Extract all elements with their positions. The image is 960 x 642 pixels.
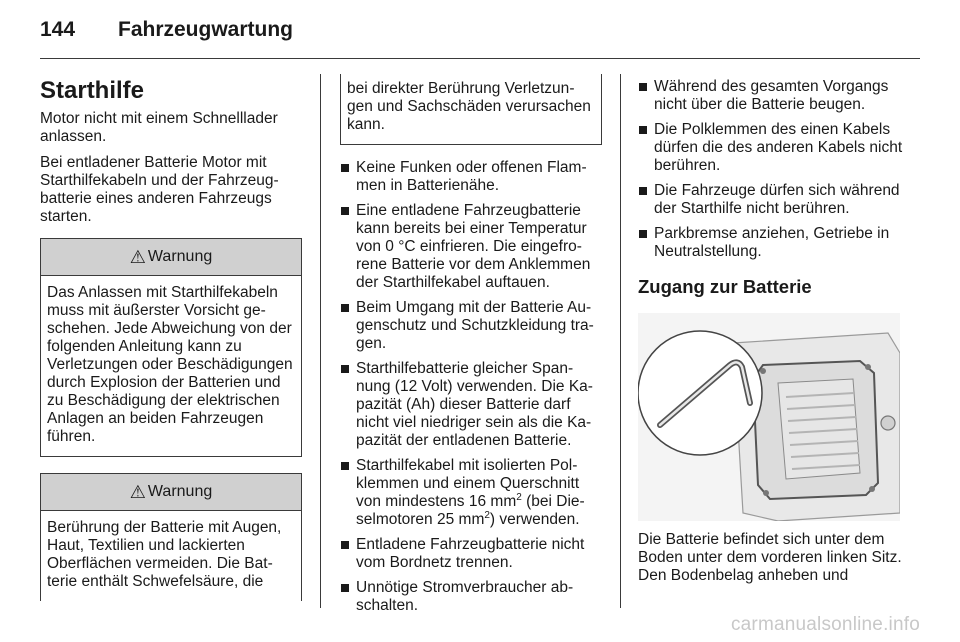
warning-box-2	[40, 473, 302, 601]
page-heading: Starthilfe	[40, 77, 145, 104]
warning-triangle-icon: ⚠	[129, 247, 146, 267]
subheading-battery-access: Zugang zur Batterie	[638, 276, 812, 297]
warning-header	[41, 474, 301, 511]
list-item: Beim Umgang mit der Batterie Augenschutz und Schutzkleidung tragen.	[340, 299, 602, 353]
column-divider-left	[320, 74, 321, 608]
section-title: Fahrzeugwartung	[118, 18, 294, 41]
list-item: Keine Funken oder offenen Flammen in Batterienähe.	[340, 159, 602, 195]
list-item: Entladene Fahrzeugbatterie nicht vom Bordnetz trennen.	[340, 536, 602, 572]
list-item: Die Polklemmen des einen Kabels dürfen die des anderen Kabels nicht berühren.	[638, 121, 904, 175]
list-item: Eine entladene Fahrzeugbatterie kann bereits bei einer Temperatur von 0 °C einfrieren. Die eingefrorene Batterie vor dem Anklemmen der Starthilfekabel auftauen.	[340, 202, 602, 292]
safety-bullet-list	[340, 159, 602, 615]
battery-access-illustration	[638, 313, 900, 521]
warning-title: Warnung	[147, 483, 213, 500]
list-item: Unnötige Stromverbraucher abschalten.	[340, 579, 602, 615]
warning-text: Berührung der Batterie mit Augen, Haut, Textilien und lackierten Oberflächen vermeiden. Die Batterie enthält Schwefelsäure, die	[47, 519, 282, 590]
column-2	[340, 74, 602, 622]
cable-spec-text: ) verwenden.	[489, 511, 580, 528]
list-item	[340, 457, 602, 529]
superscript: 2	[484, 509, 490, 521]
cable-spec-text: Starthilfekabel mit isolierten Polklemmen und einem Querschnitt von mindestens 16 mm	[356, 457, 580, 510]
warning-text-continued: bei direkter Berührung Verletzungen und Sachschäden verursachen kann.	[347, 80, 591, 133]
list-item: Starthilfebatterie gleicher Spannung (12 Volt) verwenden. Die Kapazität (Ah) dieser Batterie darf nicht viel niedriger sein als die Kapazität der entladenen Batterie.	[340, 360, 602, 450]
battery-compartment-drawing	[638, 313, 900, 521]
battery-location-text: Die Batterie befindet sich unter dem Boden unter dem vorderen linken Sitz. Den Bodenbelag anheben und	[638, 531, 902, 584]
safety-bullet-list-continued	[638, 78, 904, 261]
page-number: 144	[40, 18, 76, 41]
intro-paragraph-2: Bei entladener Batterie Motor mit Starthilfekabeln und der Fahrzeugbatterie eines anderen Fahrzeugs starten.	[40, 154, 279, 225]
header-divider	[40, 58, 920, 59]
list-item: Während des gesamten Vorgangs nicht über die Batterie beugen.	[638, 78, 904, 114]
page-header	[40, 18, 920, 48]
intro-paragraph-1: Motor nicht mit einem Schnelllader anlassen.	[40, 110, 278, 145]
column-divider-right	[620, 74, 621, 608]
cable-spec-text: (bei Dieselmotoren 25 mm	[356, 493, 585, 528]
warning-box-2-continued	[340, 74, 602, 145]
list-item: Parkbremse anziehen, Getriebe in Neutralstellung.	[638, 225, 904, 261]
warning-title: Warnung	[147, 248, 213, 265]
warning-text: Das Anlassen mit Starthilfekabeln muss mit äußerster Vorsicht geschehen. Jede Abweichung von der folgenden Anleitung kann zu Verletzungen oder Beschädigungen durch Explosion der Batterien und zu Beschädigung der elektrischen Anlagen an beiden Fahrzeugen führen.	[47, 284, 293, 445]
column-3	[638, 78, 904, 593]
column-1	[40, 76, 302, 601]
superscript: 2	[516, 491, 522, 503]
list-item: Die Fahrzeuge dürfen sich während der Starthilfe nicht berühren.	[638, 182, 904, 218]
watermark: carmanualsonline.info	[730, 614, 920, 635]
warning-header	[41, 239, 301, 276]
warning-triangle-icon: ⚠	[129, 482, 146, 502]
warning-box-1	[40, 238, 302, 457]
